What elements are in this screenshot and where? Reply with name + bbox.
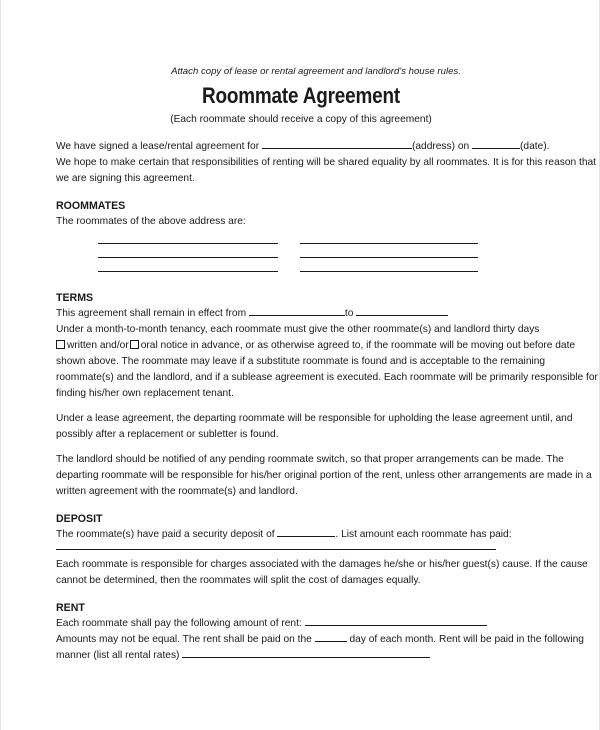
document-subtitle: (Each roommate should receive a copy of this agreement) xyxy=(170,114,432,125)
written-notice-label: written and/or xyxy=(67,340,129,351)
oral-notice-checkbox[interactable] xyxy=(130,340,139,349)
rent-due-text: Amounts may not be equal. The rent shall be paid on the xyxy=(56,634,312,645)
roommate-names-row-3 xyxy=(56,264,546,278)
terms-to-label: to xyxy=(344,308,354,319)
deposit-list-blank[interactable] xyxy=(56,543,496,550)
deposit-text: The roommate(s) have paid a security deposit of xyxy=(56,529,275,540)
terms-line-1 xyxy=(56,306,546,322)
oral-notice-label: oral notice in advance, or as otherwise agreed to, if the roommate will be moving out before date xyxy=(140,340,576,351)
terms-line-3 xyxy=(56,338,576,354)
terms-line-5: roommate(s) and the landlord, and if a sublease agreement is executed. Each roommate will be primarily responsible for xyxy=(56,372,598,383)
intro-date-label: (date). xyxy=(520,141,550,152)
term-start-blank[interactable] xyxy=(249,306,345,316)
address-blank[interactable] xyxy=(262,139,412,149)
roommate-name-blank-6[interactable] xyxy=(300,264,478,272)
rent-amount-text: Each roommate shall pay the following amount of rent: xyxy=(56,618,302,629)
rent-amount-blank[interactable] xyxy=(305,616,487,626)
terms-line-4: shown above. The roommate may leave if a substitute roommate is found and is acceptable to the remaining xyxy=(56,356,546,367)
intro-line-2: We hope to make certain that responsibilities of renting will be shared equality by all roommates. It is for this reason that xyxy=(56,157,597,168)
document-title: Roommate Agreement xyxy=(201,83,401,108)
intro-line-1 xyxy=(56,139,550,155)
written-notice-checkbox[interactable] xyxy=(56,340,65,349)
deposit-heading: DEPOSIT xyxy=(56,513,103,525)
roommate-names-row-2 xyxy=(56,250,546,264)
terms-para-2-line-2: possibly after a replacement or subletter is found. xyxy=(56,429,279,440)
intro-text: We have signed a lease/rental agreement for xyxy=(56,141,260,152)
attachment-note: Attach copy of lease or rental agreement and landlord's house rules. xyxy=(171,66,461,77)
deposit-line-3: cannot be determined, then the roommates will split the cost of damages equally. xyxy=(56,575,421,586)
roommate-names-row-1 xyxy=(56,236,546,250)
term-end-blank[interactable] xyxy=(356,306,448,316)
rent-day-blank[interactable] xyxy=(315,632,347,642)
roommate-agreement-document xyxy=(56,66,598,664)
terms-effect-text: This agreement shall remain in effect from xyxy=(56,308,247,319)
roommate-name-blank-3[interactable] xyxy=(98,250,278,258)
rent-line-2 xyxy=(56,632,584,648)
terms-para-2-line-1: Under a lease agreement, the departing roommate will be responsible for upholding the lease agreement until, and xyxy=(56,413,573,424)
intro-line-3: we are signing this agreement. xyxy=(56,173,195,184)
roommate-name-blank-5[interactable] xyxy=(98,264,278,272)
terms-para-3-line-2: departing roommate will be responsible for his/her original portion of the rent, unless other arrangements are made in a xyxy=(56,470,592,481)
terms-para-3-line-1: The landlord should be notified of any pending roommate switch, so that proper arrangements can be made. The xyxy=(56,454,564,465)
rental-rates-label: manner (list all rental rates) xyxy=(56,650,180,661)
terms-heading: TERMS xyxy=(56,292,94,304)
roommates-text: The roommates of the above address are: xyxy=(56,216,246,227)
terms-line-2: Under a month-to-month tenancy, each roommate must give the other roommate(s) and landlord thirty days xyxy=(56,324,540,335)
roommate-name-blank-4[interactable] xyxy=(300,250,478,258)
deposit-line-2: Each roommate is responsible for charges associated with the damages he/she or his/her guest(s) cause. If the cause xyxy=(56,559,588,570)
date-blank[interactable] xyxy=(472,139,520,149)
terms-line-6: finding his/her own replacement tenant. xyxy=(56,388,234,399)
rent-heading: RENT xyxy=(56,602,85,614)
rent-manner-text: day of each month. Rent will be paid in the following xyxy=(349,634,584,645)
deposit-amount-blank[interactable] xyxy=(277,527,335,537)
deposit-list-label: . List amount each roommate has paid: xyxy=(335,529,512,540)
rent-line-1 xyxy=(56,616,546,632)
roommate-name-blank-2[interactable] xyxy=(300,236,478,244)
intro-address-label: (address) on xyxy=(411,141,470,152)
terms-para-3-line-3: written agreement with the roommate(s) and landlord. xyxy=(56,486,298,497)
roommates-heading: ROOMMATES xyxy=(56,200,126,212)
rent-line-3 xyxy=(56,648,546,664)
rental-rates-blank[interactable] xyxy=(182,648,430,658)
roommate-name-blank-1[interactable] xyxy=(98,236,278,244)
deposit-line-1 xyxy=(56,527,546,543)
